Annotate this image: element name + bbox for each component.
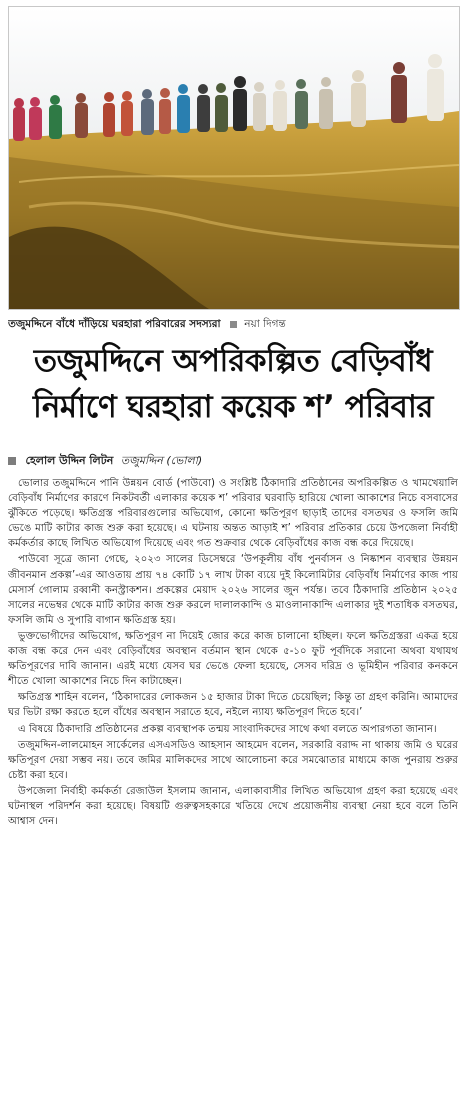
article-body <box>8 476 458 1088</box>
headline-line-1: তজুমদ্দিনে অপরিকল্পিত বেড়িবাঁধ <box>33 343 433 379</box>
caption-source: নয়া দিগন্ত <box>244 318 286 330</box>
news-photo <box>8 6 460 310</box>
byline-location: তজুমদ্দিন (ভোলা) <box>120 454 203 467</box>
headline <box>8 338 458 430</box>
paragraph: পাউবো সূত্রে জানা গেছে, ২০২৩ সালের ডিসেম্বরে ‘উপকূলীয় বাঁধ পুনর্বাসন ও নিষ্কাশন ব্যবস্থার উন্নয়ন জীবনমান প্রকল্প’-এর আওতায় প্রায় ৭৪ কোটি ১৭ লাখ টাকা ব্যয়ে দুই কিলোমিটার বেড়িবাঁধ নির্মাণের কাজ পায় মেসার্স গোলাম রব্বানী কনস্ট্রাকশন। প্রকল্পের মেয়াদ ২০২৬ সালের জুন পর্যন্ত। তবে ঠিকাদারি প্রতিষ্ঠান ২০২৫ সালের নভেম্বর থেকে মাটি কাটার কাজ শুরু করলে দালালকান্দি ও মাওলানাকান্দি এলাকার দুই শতাধিক বসতঘর, ফসলি জমি ও সুপারি বাগান ক্ষতিগ্রস্ত হয়। <box>8 554 458 626</box>
caption-text: তজুমদ্দিনে বাঁধে দাঁড়িয়ে ঘরহারা পরিবারের সদস্যরা <box>8 318 221 330</box>
caption-separator-square <box>230 321 237 328</box>
paragraph: ক্ষতিগ্রস্ত শাহিন বলেন, ‘ঠিকাদারের লোকজন ১৫ হাজার টাকা দিতে চেয়েছিল; কিন্তু তা গ্রহণ করিনি। আমাদের ঘর ভিটা রক্ষা করতে হলে বাঁধের অবস্থান সরাতে হবে, নইলে ন্যায্য ক্ষতিপূরণ দিতে হবে।’ <box>8 692 458 719</box>
paragraph: এ বিষয়ে ঠিকাদারি প্রতিষ্ঠানের প্রকল্প ব্যবস্থাপক তন্ময় সাংবাদিকদের সাথে কথা বলতে অপারগতা জানান। <box>18 723 437 735</box>
byline-bullet-square <box>8 457 16 465</box>
embankment-photo <box>9 7 459 309</box>
paragraph: ভুক্তভোগীদের অভিযোগ, ক্ষতিপূরণ না দিয়েই জোর করে কাজ চালানো হচ্ছিল। ফলে ক্ষতিগ্রস্তরা একত্র হয়ে কাজ বন্ধ করে দেন এবং বেড়িবাঁধের অবস্থান বর্তমান স্থান থেকে ৫-১০ ফুট পূর্বদিকে সরানো অথবা যথাযথ ক্ষতিপূরণের দাবি জানান। এরই মধ্যে যেসব ঘর ভেঙে ফেলা হয়েছে, সেসব দরিদ্র ও ভূমিহীন পরিবার কনকনে শীতে খোলা আকাশের নিচে দিন কাটাচ্ছেন। <box>8 630 458 688</box>
photo-caption <box>8 314 458 334</box>
paragraph: উপজেলা নির্বাহী কর্মকর্তা রেজাউল ইসলাম জানান, এলাকাবাসীর লিখিত অভিযোগ গ্রহণ করা হয়েছে এবং ঘটনাস্থল পরিদর্শন করা হয়েছে। বিষয়টি গুরুত্বসহকারে খতিয়ে দেখে প্রয়োজনীয় ব্যবস্থা নেয়া হবে বলে তিনি আশ্বাস দেন। <box>8 785 458 828</box>
byline-author: হেলাল উদ্দিন লিটন <box>25 454 114 467</box>
paragraph: ভোলার তজুমদ্দিনে পানি উন্নয়ন বোর্ড (পাউবো) ও সংশ্লিষ্ট ঠিকাদারি প্রতিষ্ঠানের অপরিকল্পিত ও খামখেয়ালি বেড়িবাঁধ নির্মাণের কারণে নিকটবর্তী এলাকার কয়েক শ’ পরিবার ঘরবাড়ি হারিয়ে খোলা আকাশের নিচে বসবাসের ঝুঁকিতে পড়েছে। ক্ষতিগ্রস্ত পরিবারগুলোর অভিযোগ, কোনো ক্ষতিপূরণ ছাড়াই তাদের বসতঘর ও ফসলি জমি ভেঙে মাটি কাটার কাজ শুরু করা হয়েছে। এ ঘটনায় অন্তত আড়াই শ’ পরিবার প্রতিকার চেয়ে উপজেলা নির্বাহী কর্মকর্তার কাছে লিখিত অভিযোগ দিয়েছে এবং গত শুক্রবার থেকে বেড়িবাঁধের কাজ বন্ধ করে দিয়েছে। <box>8 478 458 550</box>
headline-line-2: নির্মাণে ঘরহারা কয়েক শ’ পরিবার <box>33 389 433 425</box>
paragraph: তজুমদ্দিন-লালমোহন সার্কেলের এসএসডিও আহসান আহমেদ বলেন, সরকারি বরাদ্দ না থাকায় জমি ও ঘরের ক্ষতিপূরণ দেয়া সম্ভব নয়। তবে জমির মালিকদের সাথে আলোচনা করে সমঝোতার মাধ্যমে কাজ পুনরায় শুরুর চেষ্টা করা হবে। <box>8 739 458 781</box>
byline <box>8 450 458 472</box>
